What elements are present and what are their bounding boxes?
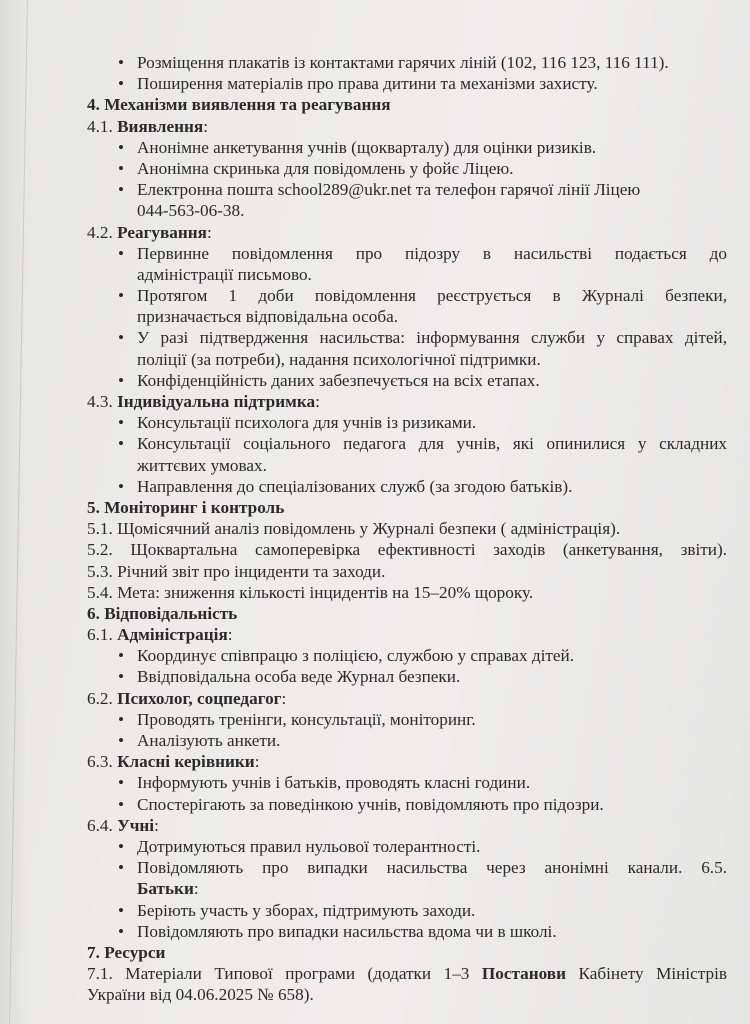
list-item: [87, 836, 727, 857]
list-item-text: Конфіденційність даних забезпечується на всіх етапах.: [137, 370, 540, 390]
bullet-icon: •: [117, 731, 125, 750]
colon: :: [281, 688, 287, 708]
subsection-heading: [87, 116, 727, 137]
page-edge-shadow: [0, 0, 26, 1024]
numbered-item: [87, 963, 727, 984]
list-item: [87, 476, 727, 497]
list-item: [87, 285, 727, 306]
subsection-heading: [87, 751, 727, 772]
list-item-text: Первинне повідомлення про підозру в насильстві подається до: [137, 243, 727, 263]
colon: :: [206, 222, 212, 242]
bullet-icon: •: [117, 180, 125, 200]
subsection-title: Індивідуальна підтримка: [117, 392, 316, 411]
list-item-text: Спостерігають за поведінкою учнів, повідомляють про підозри.: [137, 794, 604, 814]
colon: :: [227, 625, 233, 645]
list-item: [87, 370, 727, 391]
bullet-icon: •: [117, 243, 125, 263]
list-item: [87, 412, 727, 433]
subsection-number: 6.2.: [87, 688, 113, 708]
numbered-item: 5.4. Мета: зниження кількості інцидентів на 15–20% щороку.: [87, 582, 534, 602]
colon: :: [315, 392, 320, 411]
list-item-text: Проводять тренінги, консультації, моніторинг.: [137, 709, 476, 729]
resource-text: Кабінету Міністрів: [566, 964, 727, 984]
list-item: [87, 158, 727, 179]
subsection-heading: [87, 391, 727, 412]
document-page: [87, 52, 727, 1005]
bullet-icon: •: [117, 74, 125, 94]
list-item-text: Беріють участь у зборах, підтримують заходи.: [137, 900, 476, 920]
bullet-icon: •: [117, 158, 125, 178]
list-item-text: Розміщення плакатів із контактами гарячих ліній (102, 116 123, 116 111).: [137, 53, 669, 72]
numbered-item: 5.3. Річний звіт про інциденти та заходи.: [87, 561, 386, 581]
colon: :: [193, 879, 199, 899]
subsection-heading: [87, 815, 727, 836]
list-item-text: Анонімне анкетування учнів (щокварталу) для оцінки ризиків.: [137, 137, 597, 157]
subsection-heading: [87, 222, 727, 243]
list-item-text: Направлення до спеціалізованих служб (за згодою батьків).: [137, 476, 573, 496]
subsection-number: 6.1.: [87, 625, 113, 645]
bullet-icon: •: [117, 773, 125, 793]
colon: :: [154, 815, 159, 835]
list-item: [87, 921, 727, 942]
subsection-title: Виявлення: [117, 116, 204, 136]
list-item-text: Ввідповідальна особа веде Журнал безпеки.: [137, 667, 461, 687]
bullet-icon: •: [117, 137, 125, 157]
list-item: [87, 645, 727, 666]
bullet-icon: •: [117, 858, 125, 878]
section-heading: 7. Ресурси: [87, 942, 166, 962]
list-item-continuation: призначається відповідальна особа.: [137, 307, 399, 327]
bullet-icon: •: [117, 709, 125, 729]
list-item: [87, 52, 727, 73]
list-item-text: Електронна пошта school289@ukr.net та телефон гарячої лінії Ліцею: [137, 180, 641, 200]
list-item-continuation: життєвих умовах.: [137, 455, 267, 475]
subsection-title: Учні: [117, 815, 155, 835]
list-item: [87, 900, 727, 921]
list-item: [87, 179, 727, 200]
subsection-number: 6.3.: [87, 752, 113, 772]
list-item: [87, 433, 727, 454]
list-item: [87, 137, 727, 158]
list-item-text: Координує співпрацю з поліцією, службою у справах дітей.: [137, 646, 575, 666]
list-item-text: Інформують учнів і батьків, проводять класні години.: [137, 773, 531, 793]
list-item-text: Аналізують анкети.: [137, 731, 281, 750]
bullet-icon: •: [117, 328, 125, 348]
subsection-number: 4.1.: [87, 116, 113, 136]
list-item-text: Поширення матеріалів про права дитини та механізми захисту.: [137, 74, 598, 94]
list-item: [87, 857, 727, 878]
bullet-icon: •: [117, 476, 125, 496]
list-item: [87, 709, 727, 730]
list-item: [87, 730, 727, 751]
numbered-item: 5.2. Щоквартальна самоперевірка ефективності заходів (анкетування, звіти).: [87, 540, 727, 560]
colon: :: [254, 752, 260, 772]
subsection-number: 4.3.: [87, 392, 113, 411]
subsection-heading: [87, 624, 727, 645]
list-item: [87, 327, 727, 348]
subsection-number: 6.4.: [87, 815, 113, 835]
subsection-heading: [87, 878, 727, 899]
list-item-text: Повідомляють про випадки насильства через анонімні канали. 6.5.: [137, 858, 727, 878]
subsection-title: Класні керівники: [117, 752, 255, 772]
list-item-continuation: поліції (за потреби), надання психологічної підтримки.: [137, 349, 541, 369]
bullet-icon: •: [117, 667, 125, 687]
bullet-icon: •: [117, 794, 125, 814]
list-item-continuation: 044-563-06-38.: [137, 201, 245, 221]
resource-emphasis: Постанови: [481, 964, 566, 984]
subsection-heading: [87, 688, 727, 709]
list-item: [87, 73, 727, 94]
subsection-number: 4.2.: [87, 222, 113, 242]
list-item-text: Повідомляють про випадки насильства вдома чи в школі.: [137, 921, 557, 941]
bullet-icon: •: [117, 53, 125, 72]
bullet-icon: •: [117, 646, 125, 666]
subsection-title: Адміністрація: [117, 625, 228, 645]
list-item-text: Консультації психолога для учнів із ризиками.: [137, 413, 477, 433]
section-heading: 4. Механізми виявлення та реагування: [87, 95, 391, 115]
list-item-text: У разі підтвердження насильства: інформування служби у справах дітей,: [137, 328, 727, 348]
bullet-icon: •: [117, 434, 125, 454]
bullet-icon: •: [117, 836, 125, 856]
list-item: [87, 243, 727, 264]
subsection-title: Психолог, соцпедагог: [117, 688, 282, 708]
bullet-icon: •: [117, 286, 125, 306]
resource-text: 7.1. Матеріали Типової програми (додатки 1–3: [87, 964, 482, 984]
bullet-icon: •: [117, 921, 125, 941]
subsection-title: Реагування: [117, 222, 207, 242]
list-item: [87, 772, 727, 793]
bullet-icon: •: [117, 413, 125, 433]
list-item: [87, 794, 727, 815]
subsection-title: Батьки: [137, 879, 194, 899]
list-item-text: Анонімна скринька для повідомлень у фойє Ліцею.: [137, 158, 514, 178]
list-item-continuation: адміністрації письмово.: [137, 264, 312, 284]
bullet-icon: •: [117, 370, 125, 390]
list-item: [87, 666, 727, 687]
numbered-item: 5.1. Щомісячний аналіз повідомлень у Журналі безпеки ( адміністрація).: [87, 519, 621, 539]
list-item-text: Консультації соціального педагога для учнів, які опинилися у складних: [137, 434, 727, 454]
list-item-text: Дотримуються правил нульової толерантності.: [137, 836, 481, 856]
bullet-icon: •: [117, 900, 125, 920]
section-heading: 5. Моніторинг і контроль: [87, 497, 285, 517]
numbered-item-continuation: України від 04.06.2025 № 658).: [87, 985, 314, 1005]
section-heading: 6. Відповідальність: [87, 603, 238, 623]
list-item-text: Протягом 1 доби повідомлення реєструється в Журналі безпеки,: [137, 286, 727, 306]
colon: :: [203, 116, 208, 136]
